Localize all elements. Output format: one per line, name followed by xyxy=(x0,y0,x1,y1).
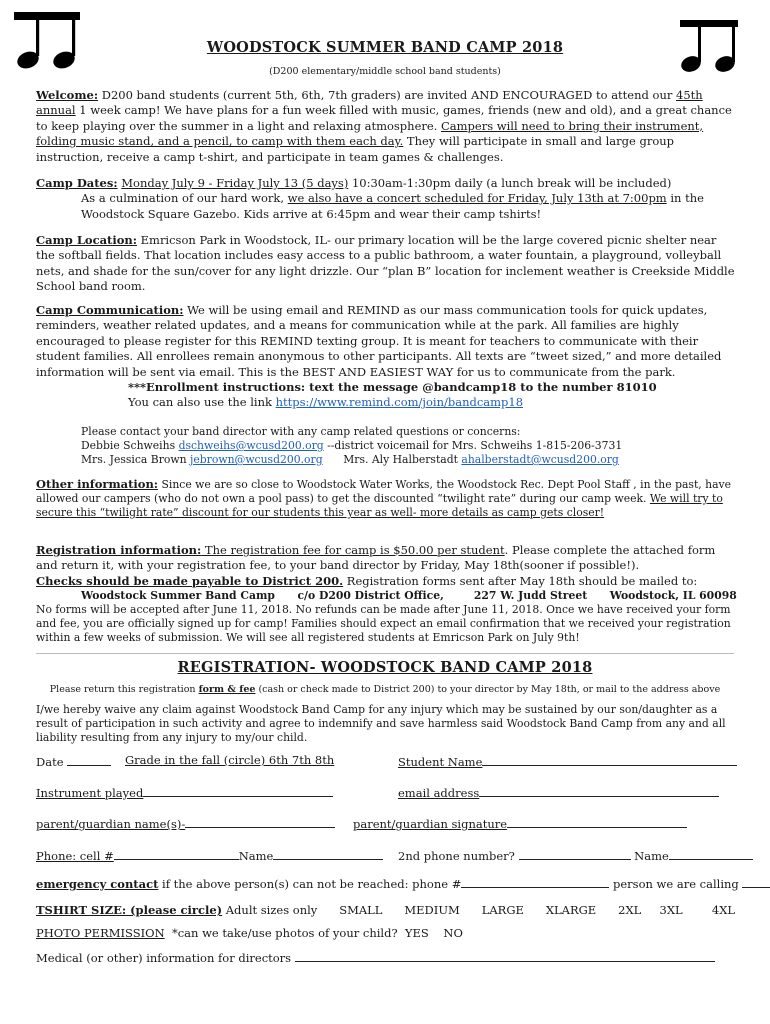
contacts-section xyxy=(81,425,741,467)
form-title: REGISTRATION- WOODSTOCK BAND CAMP 2018 xyxy=(177,659,593,676)
student-name-field[interactable]: Student Name xyxy=(398,753,737,770)
dates-concert: we also have a concert scheduled for Friday, July 13th at 7:00pm xyxy=(287,191,667,206)
location-text: Emricson Park in Woodstock, IL- our primary location will be the large covered picnic shelter near the softball fields. That location includes easy access to a public bathroom, a water fountain, a playground, volleyball nets, and shade for the sun/cover for any light drizzle. Our “plan B” location for inclement weather is Creekside Middle School band room. xyxy=(36,233,735,294)
dates-range: Monday July 9 - Friday July 13 (5 days) xyxy=(121,176,349,190)
enrollment-instructions: ***Enrollment instructions: text the message @bandcamp18 to the number 81010 xyxy=(128,380,657,395)
dates-text-2: As a culmination of our hard work, xyxy=(81,191,288,206)
registration-text-3: No forms will be accepted after June 11, 2018. No refunds can be made after June 11, 2018. Once we have received your form and fee, you are officially signed up for camp! Families should expect an email confirmation that we received your registration within a few weeks of submission. We will see all registered students at Emricson Park on July 9th! xyxy=(36,603,731,645)
communication-heading: Camp Communication: xyxy=(36,303,184,317)
dates-heading: Camp Dates: xyxy=(36,176,118,190)
grade-field[interactable]: Grade in the fall (circle) 6th 7th 8th xyxy=(125,753,335,767)
registration-fee: The registration fee for camp is $50.00 per student xyxy=(201,543,505,557)
contact-1-name: Debbie Schweihs xyxy=(81,439,179,452)
contact-1-email[interactable]: dschweihs@wcusd200.org xyxy=(178,439,324,452)
welcome-heading: Welcome: xyxy=(36,88,99,102)
location-heading: Camp Location: xyxy=(36,233,137,247)
other-info-section xyxy=(36,477,736,520)
checks-payable: Checks should be made payable to District 200. xyxy=(36,573,344,588)
contact-3-email[interactable]: ahalberstadt@wcusd200.org xyxy=(461,453,619,466)
email-field[interactable]: email address xyxy=(398,784,719,801)
other-heading: Other information: xyxy=(36,477,159,491)
instrument-field[interactable]: Instrument played xyxy=(36,784,333,801)
welcome-text-2: 1 week camp! We have plans for a fun week filled with music, games, friends (new and old), and a great chance to keep playing over the summer in a light and relaxing atmosphere. xyxy=(36,103,732,133)
dates-section xyxy=(36,176,736,222)
contact-1-rest: --district voicemail for Mrs. Schweihs 1-815-206-3731 xyxy=(323,439,623,452)
section-divider xyxy=(36,653,734,654)
remind-link[interactable]: https://www.remind.com/join/bandcamp18 xyxy=(275,395,524,410)
welcome-text-1: D200 band students (current 5th, 6th, 7th graders) are invited AND ENCOURAGED to attend our xyxy=(98,88,677,102)
date-field[interactable]: Date xyxy=(36,753,111,770)
welcome-text-3: They will participate in small and large group instruction, receive a camp t-shirt, and participate in team games & challenges. xyxy=(36,134,675,164)
registration-section xyxy=(36,543,736,645)
link-intro: You can also use the link xyxy=(128,395,276,410)
tshirt-size-field[interactable]: TSHIRT SIZE: (please circle) Adult sizes only SMALL MEDIUM LARGE XLARGE 2XL 3XL 4XL xyxy=(36,903,736,917)
communication-section xyxy=(36,303,736,411)
second-phone-field[interactable]: 2nd phone number? Name xyxy=(398,847,753,863)
location-section xyxy=(36,233,736,295)
registration-heading: Registration information: xyxy=(36,543,202,557)
welcome-anniversary: 45th annual xyxy=(36,88,703,118)
contact-2-name: Mrs. Jessica Brown xyxy=(81,453,191,466)
contact-2-email[interactable]: jebrown@wcusd200.org xyxy=(190,453,323,466)
communication-text: We will be using email and REMIND as our mass communication tools for quick updates, reminders, weather related updates, and a means for communication while at the park. All families are highly encouraged to please register for this REMIND texting group. It is meant for teachers to communicate with their student families. All enrollees remain anonymous to other participants. All texts are “tweet sized,” and more detailed information will be sent via email. This is the BEST AND EASIEST WAY for us to communicate from the park. xyxy=(36,303,722,379)
form-instructions: Please return this registration form & fee (cash or check made to District 200) to your director by May 18th, or mail to the address above xyxy=(49,684,721,695)
registration-text-1: . Please complete the attached form and return it, with your registration fee, to your band director by Friday, May 18th(sooner if possible!). xyxy=(36,543,716,573)
parent-signature-field[interactable]: parent/guardian signature xyxy=(353,815,687,832)
page-subtitle: (D200 elementary/middle school band students) xyxy=(269,66,501,77)
emergency-contact-field[interactable]: emergency contact if the above person(s) can not be reached: phone # person we are calling xyxy=(36,875,770,891)
contacts-intro: Please contact your band director with any camp related questions or concerns: xyxy=(81,425,521,438)
other-twilight: We will try to secure this “twilight rate” discount for our students this year as well- more details as camp gets closer! xyxy=(36,492,723,519)
dates-text-3: in the Woodstock Square Gazebo. Kids arrive at 6:45pm and wear their camp tshirts! xyxy=(81,191,704,221)
parent-name-field[interactable]: parent/guardian name(s)- xyxy=(36,815,335,832)
photo-permission-field[interactable]: PHOTO PERMISSION *can we take/use photos of your child? YES NO xyxy=(36,926,463,940)
phone-cell-field[interactable]: Phone: cell # Name xyxy=(36,847,383,863)
other-text: Since we are so close to Woodstock Water Works, the Woodstock Rec. Dept Pool Staff , in the past, have allowed our campers (who do not own a pool pass) to get the discounted “twilight rate” during our camp week. xyxy=(36,478,732,505)
dates-time: 10:30am-1:30pm daily (a lunch break will be included) xyxy=(348,176,672,190)
medical-info-field[interactable]: Medical (or other) information for directors xyxy=(36,949,715,966)
registration-text-2: Registration forms sent after May 18th should be mailed to: xyxy=(343,573,698,588)
contact-3-name: Mrs. Aly Halberstadt xyxy=(322,453,462,466)
welcome-section xyxy=(36,88,736,165)
waiver-text: I/we hereby waive any claim against Woodstock Band Camp for any injury which may be sustained by our son/daughter as a result of participation in such activity and agree to indemnify and save harmless said Woodstock Band Camp from any and all liability resulting from any injury to my/our child. xyxy=(36,703,726,744)
welcome-bring-items: Campers will need to bring their instrument, folding music stand, and a pencil, to camp with them each day. xyxy=(36,118,704,149)
mailing-address: Woodstock Summer Band Camp c/o D200 District Office, 227 W. Judd Street Woodstock, IL 60098 xyxy=(81,589,737,603)
page-title: WOODSTOCK SUMMER BAND CAMP 2018 xyxy=(206,39,564,56)
